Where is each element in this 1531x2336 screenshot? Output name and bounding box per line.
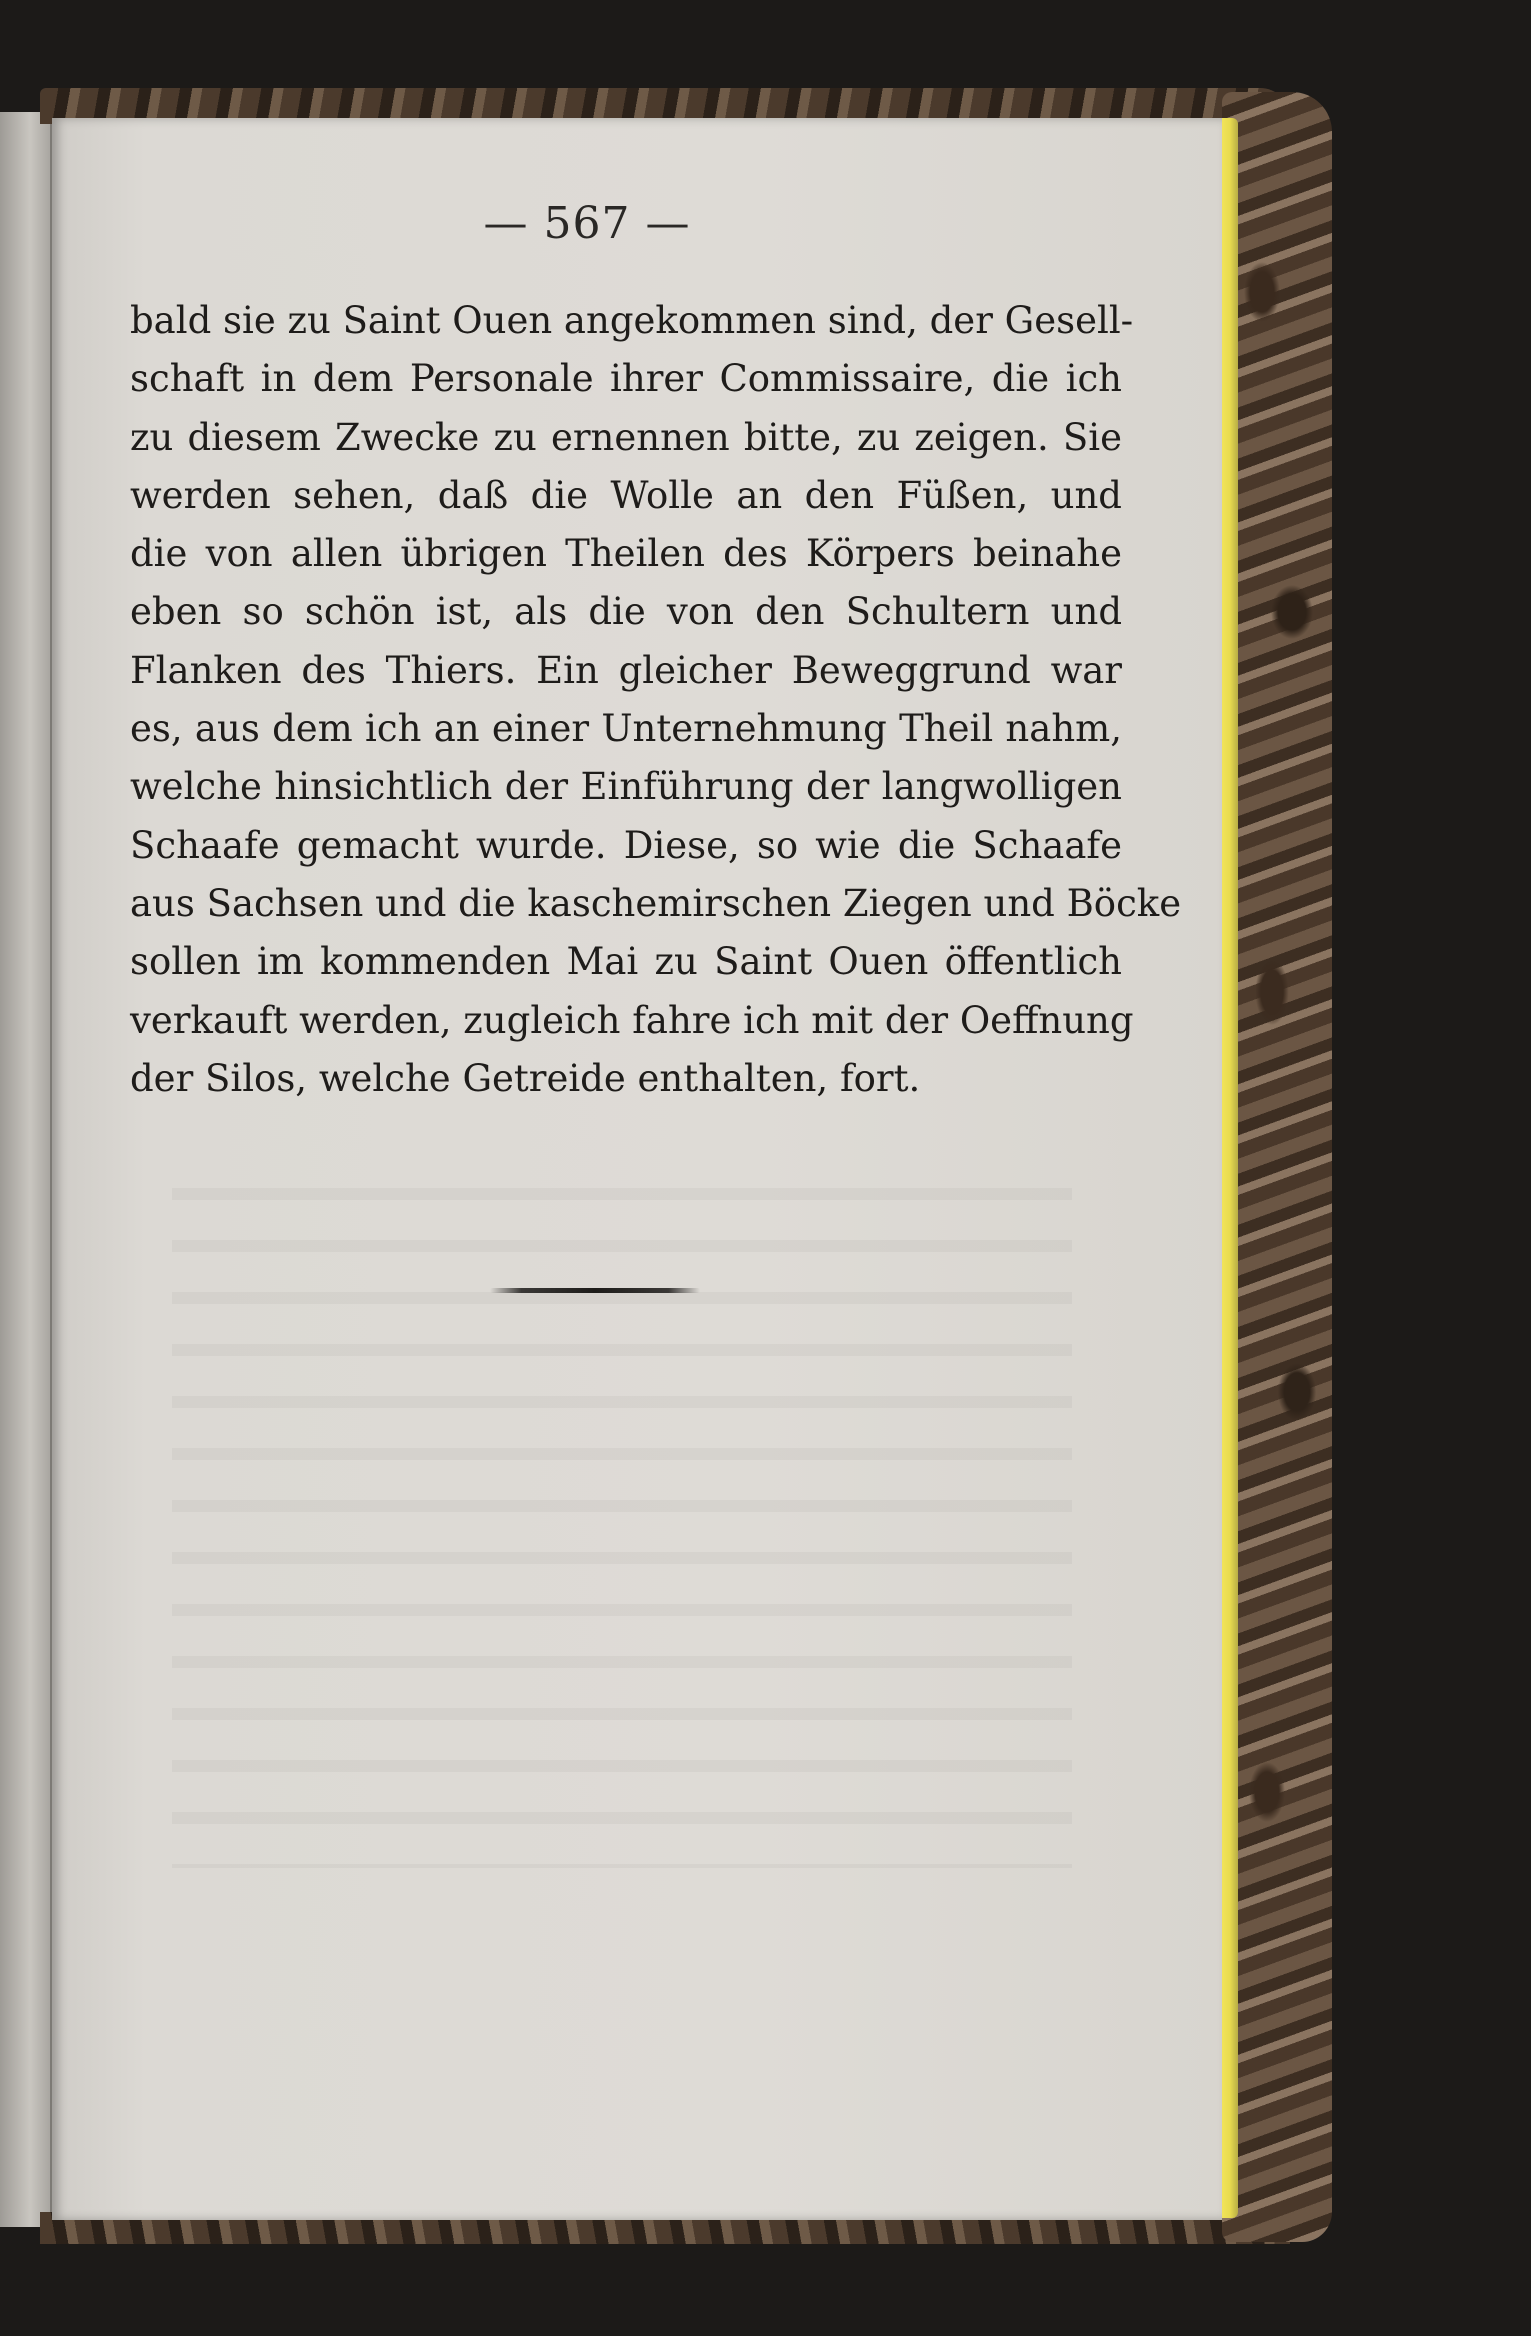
text-line: bald sie zu Saint Ouen angekommen sind, der Gesell- [130, 299, 1134, 342]
text-line: eben so schön ist, als die von den Schultern und [130, 590, 1122, 634]
text-line: werden sehen, daß die Wolle an den Füßen, und [130, 473, 1122, 517]
body-text [130, 292, 1182, 1108]
text-line: welche hinsichtlich der Einführung der langwolligen [130, 765, 1122, 809]
text-line: Flanken des Thiers. Ein gleicher Beweggrund war [130, 648, 1122, 692]
marbled-page-edge [1222, 92, 1332, 2242]
text-line: verkauft werden, zugleich fahre ich mit der Oeffnung [130, 998, 1134, 1042]
text-line: schaft in dem Personale ihrer Commissaire, die ich [130, 357, 1122, 401]
text-line: Schaafe gemacht wurde. Diese, so wie die Schaafe [130, 823, 1122, 867]
text-line: zu diesem Zwecke zu ernennen bitte, zu zeigen. Sie [130, 415, 1122, 459]
text-line: aus Sachsen und die kaschemirschen Ziegen und Böcke [130, 881, 1182, 925]
book-page [52, 118, 1222, 2220]
text-line: die von allen übrigen Theilen des Körpers beinahe [130, 532, 1122, 576]
text-line: der Silos, welche Getreide enthalten, fort. [130, 1056, 921, 1100]
show-through-text [172, 1148, 1072, 1868]
page-number: — 567 — [483, 198, 691, 249]
text-line: es, aus dem ich an einer Unternehmung Theil nahm, [130, 707, 1122, 751]
text-line: sollen im kommenden Mai zu Saint Ouen öffentlich [130, 940, 1122, 984]
section-divider-rule [490, 1288, 700, 1293]
left-page-edge [0, 112, 52, 2227]
